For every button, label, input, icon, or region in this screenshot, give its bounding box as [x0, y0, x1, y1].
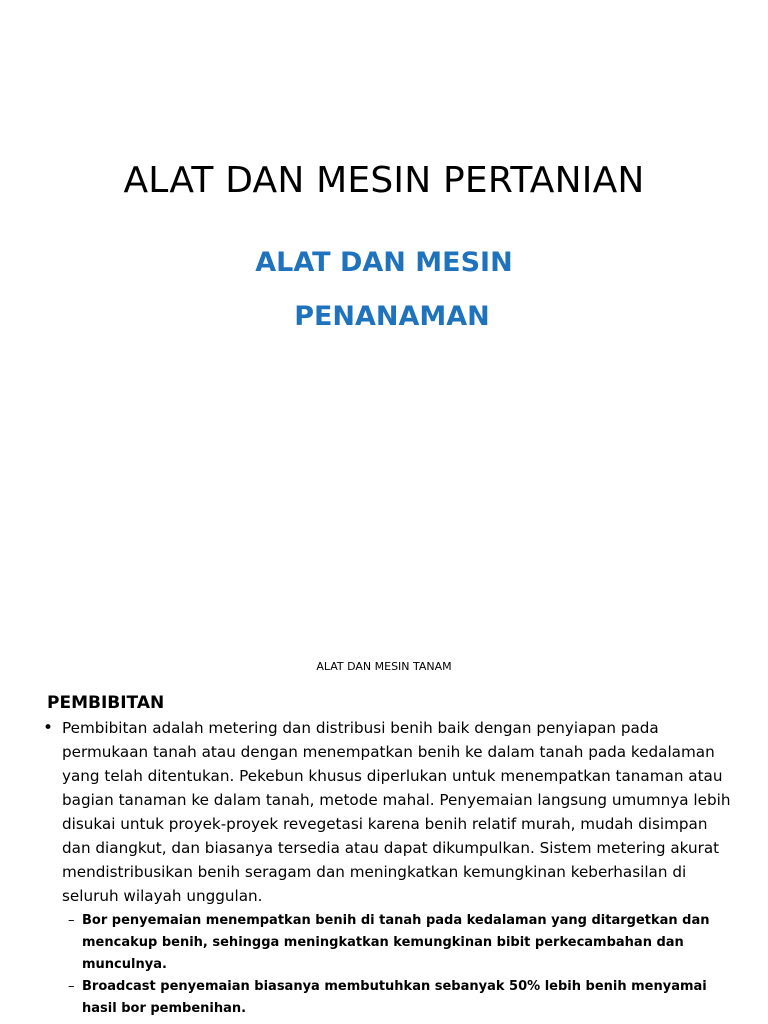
presentation-title: ALAT DAN MESIN PERTANIAN: [123, 160, 645, 201]
section-heading: PEMBIBITAN: [47, 693, 165, 713]
bullet-text: Pembibitan adalah metering dan distribusi benih baik dengan penyiapan pada permukaan tanah atau dengan menempatkan benih ke dalam tanah pada kedalaman yang telah ditentukan. Pekebun khusus diperlukan untuk menempatkan tanaman atau bagian tanaman ke dalam tanah, metode mahal. Penyemaian langsung umumnya lebih disukai untuk proyek-proyek revegetasi karena benih relatif murah, mudah disimpan dan diangkut, dan biasanya tersedia atau dapat dikumpulkan. Sistem metering akurat mendistribusikan benih seragam dan meningkatkan kemungkinan keberhasilan di seluruh wilayah unggulan.: [62, 719, 731, 905]
sub-bullet-item: [68, 976, 758, 1020]
dash-icon: –: [68, 979, 75, 994]
bullet-item: [43, 716, 763, 908]
bullet-icon: •: [43, 718, 54, 738]
slide-header: ALAT DAN MESIN TANAM: [316, 660, 452, 673]
sub-bullet-item: [68, 910, 758, 976]
subtitle-line-2: PENANAMAN: [294, 301, 490, 332]
sub-bullet-text: Bor penyemaian menempatkan benih di tanah pada kedalaman yang ditargetkan dan mencakup benih, sehingga meningkatkan kemungkinan bibit perkecambahan dan munculnya.: [82, 913, 710, 972]
dash-icon: –: [68, 913, 75, 928]
sub-bullet-text: Broadcast penyemaian biasanya membutuhkan sebanyak 50% lebih benih menyamai hasil bor pembenihan.: [82, 979, 707, 1016]
content-slide: [0, 640, 768, 1024]
presentation-subtitle: [0, 236, 768, 344]
subtitle-line-1: ALAT DAN MESIN: [255, 247, 513, 278]
